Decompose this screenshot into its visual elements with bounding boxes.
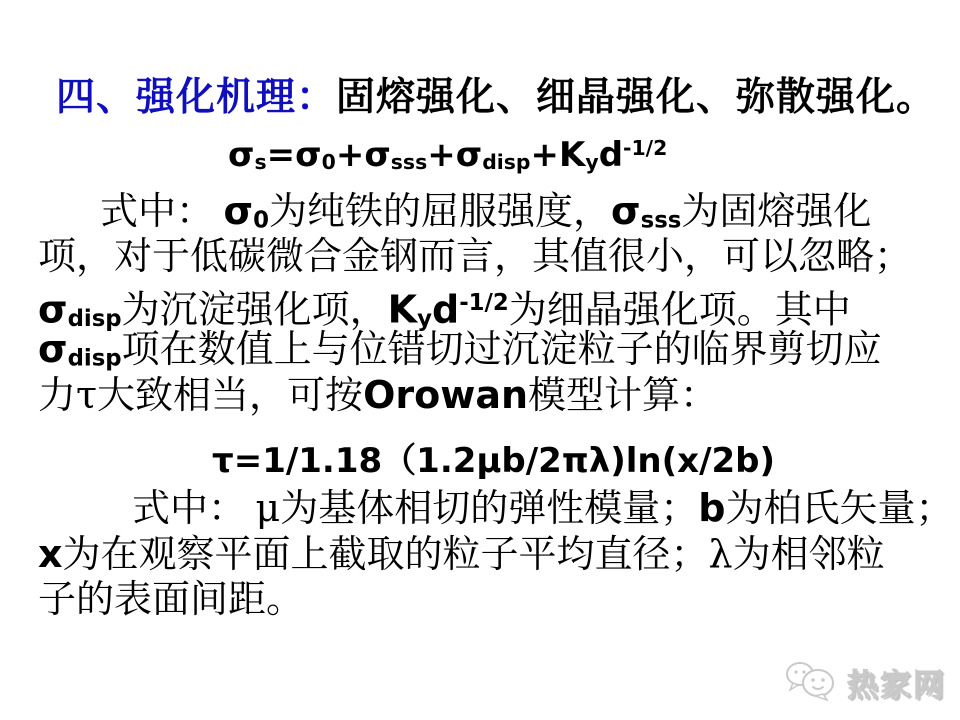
text-segment: y xyxy=(585,150,599,175)
text-segment: y xyxy=(417,305,432,332)
text-segment: τ xyxy=(212,441,234,481)
watermark xyxy=(785,659,946,706)
text-segment: σ xyxy=(228,135,255,175)
text-segment: s xyxy=(254,150,267,175)
text-line xyxy=(38,280,933,332)
text-line xyxy=(38,326,933,372)
text-segment: σ xyxy=(38,287,68,332)
text-segment: K xyxy=(559,135,586,175)
orowan-formula xyxy=(212,433,775,482)
text-segment: d xyxy=(431,287,460,332)
text-segment: + xyxy=(530,135,560,175)
text-segment: 为细晶强化项。其中 xyxy=(508,289,851,332)
text-segment: 为相邻粒 xyxy=(732,534,885,576)
text-segment: 为固熔强化 xyxy=(681,191,872,233)
text-segment: 0 xyxy=(253,207,269,234)
text-segment: σ xyxy=(295,135,322,175)
text-segment: disp xyxy=(67,345,122,372)
text-segment: σ xyxy=(223,189,254,233)
text-segment: 0 xyxy=(321,150,336,175)
title-section-label: 四、强化机理： xyxy=(56,76,337,119)
text-segment: 为基体相切的弹性模量； xyxy=(280,488,699,530)
text-line xyxy=(38,577,933,623)
text-segment: + xyxy=(335,135,365,175)
text-segment: 力 xyxy=(38,375,77,417)
text-segment: σ xyxy=(364,135,391,175)
text-segment: d xyxy=(598,135,624,175)
text-segment: 项在数值上与位错切过沉淀粒子的临界剪切应 xyxy=(121,329,882,371)
text-line xyxy=(38,234,933,280)
text-segment: x xyxy=(38,532,63,576)
watermark-site-name: 热家网 xyxy=(847,668,946,703)
text-segment: σ xyxy=(611,189,641,233)
text-line xyxy=(38,531,933,577)
text-segment: （ xyxy=(382,441,417,481)
text-segment: 为沉淀强化项， xyxy=(121,289,388,332)
text-line xyxy=(38,372,933,418)
text-segment: K xyxy=(387,287,418,332)
text-segment: 项，对于低碳微合金钢而言，其值很小，可以忽略； xyxy=(38,236,913,278)
text-line xyxy=(38,485,954,531)
slide-title xyxy=(56,66,936,122)
text-line xyxy=(38,188,933,234)
text-segment: 为在观察平面上截取的粒子平均直径； xyxy=(62,534,709,576)
text-segment: Orowan xyxy=(363,373,529,417)
text-segment: 1.2μb/2πλ)ln(x/2b) xyxy=(416,441,776,481)
text-segment: 大致相当，可按 xyxy=(97,375,364,417)
text-segment: -1/2 xyxy=(623,135,668,160)
title-text: 固熔强化、细晶强化、弥散强化。 xyxy=(336,76,937,119)
text-segment: b xyxy=(698,486,726,530)
text-segment: 子的表面间距。 xyxy=(38,579,305,621)
text-segment: 为柏氏矢量； xyxy=(725,488,954,530)
text-segment: sss xyxy=(390,150,428,175)
yield-strength-formula xyxy=(228,135,667,175)
text-segment: =1/1.18 xyxy=(233,441,383,481)
text-segment: σ xyxy=(38,327,68,371)
text-segment: 为纯铁的屈服强度， xyxy=(269,191,612,233)
paragraph-formula2-explanation xyxy=(38,485,954,623)
text-segment: λ xyxy=(708,532,733,576)
text-segment: disp xyxy=(67,305,122,332)
text-segment: 式中： xyxy=(100,191,224,233)
text-segment: 模型计算： xyxy=(528,375,719,417)
text-segment: τ xyxy=(76,373,98,417)
text-segment: μ xyxy=(255,486,281,530)
text-segment: σ xyxy=(455,135,483,175)
text-segment: = xyxy=(266,135,296,175)
paragraph-formula1-explanation xyxy=(38,188,933,418)
chat-bubbles-icon xyxy=(785,659,839,706)
text-segment: sss xyxy=(640,207,682,234)
text-segment: disp xyxy=(482,150,531,175)
text-segment: -1/2 xyxy=(459,290,509,316)
text-segment: 式中： xyxy=(132,488,256,530)
text-segment: + xyxy=(427,135,456,175)
